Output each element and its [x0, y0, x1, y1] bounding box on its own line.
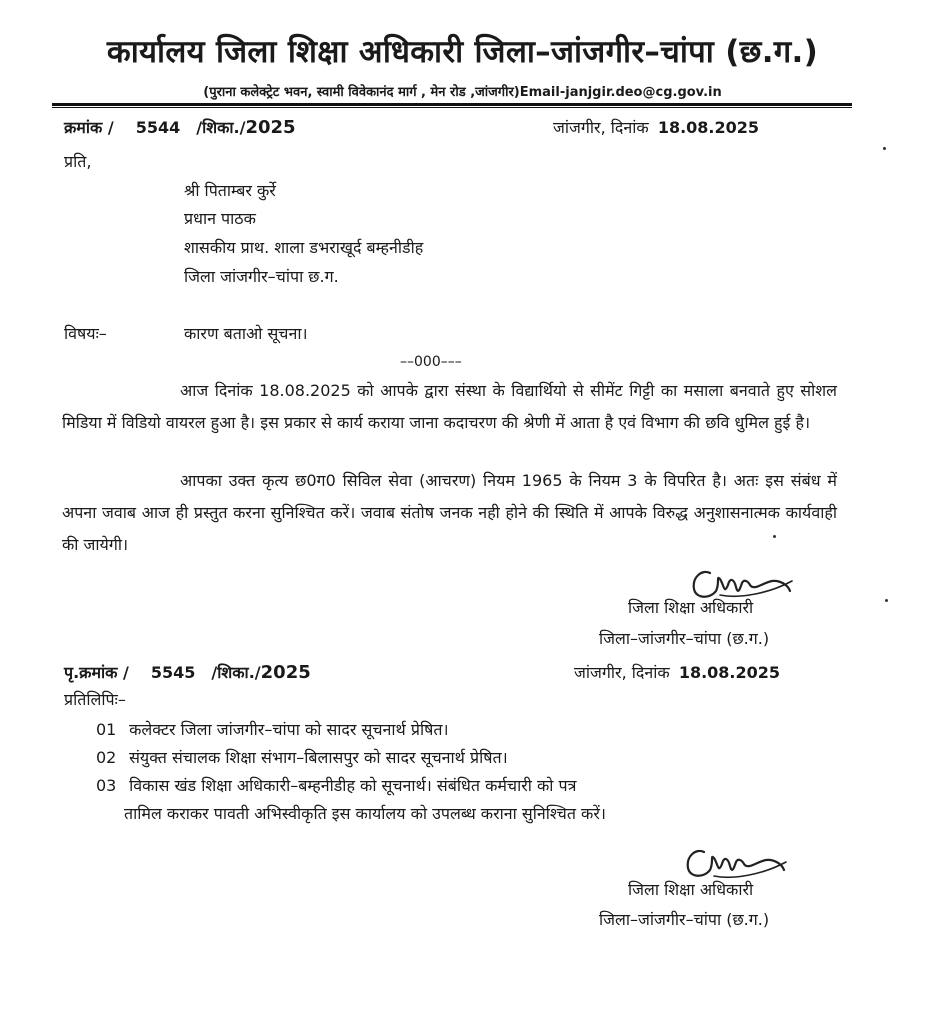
- separator: ––000–––: [400, 354, 462, 370]
- letter-date: [553, 116, 759, 138]
- copy-date-label: जांजगीर, दिनांक: [574, 663, 670, 682]
- reference-dept: /शिका./: [196, 118, 246, 137]
- reference-year: 2025: [245, 117, 296, 138]
- prati-label: प्रति,: [64, 152, 92, 171]
- list-item: [96, 774, 576, 796]
- copy-item-text: संयुक्त संचालक शिक्षा संभाग–बिलासपुर को सादर सूचनार्थ प्रेषित।: [129, 748, 508, 767]
- copy-item-number: 01: [96, 720, 117, 739]
- copy-item-continuation: तामिल कराकर पावती अभिस्वीकृति इस कार्यालय को उपलब्ध कराना सुनिश्चित करें।: [124, 804, 606, 823]
- date-label: जांजगीर, दिनांक: [553, 118, 649, 137]
- recipient-name: श्री पिताम्बर कुर्रे: [184, 181, 276, 200]
- copy-to-label: प्रतिलिपिः–: [64, 690, 126, 709]
- reference-label: क्रमांक /: [64, 118, 114, 137]
- body-paragraph-2: आपका उक्त कृत्य छ0ग0 सिविल सेवा (आचरण) नियम 1965 के नियम 3 के विपरित है। अतः इस संबंध में अपना जवाब आज ही प्रस्तुत करना सुनिश्चित करें। जवाब संतोष जनक नही होने की स्थिति में आपके विरुद्ध अनुशासनात्मक कार्यवाही की जायेगी।: [62, 471, 837, 554]
- copy-reference-year: 2025: [260, 662, 311, 683]
- copy-reference-number: 5545: [150, 663, 196, 682]
- header-rule-thin: [52, 107, 852, 108]
- copy-item-number: 03: [96, 776, 117, 795]
- signature-2-designation: जिला शिक्षा अधिकारी: [628, 880, 754, 899]
- copy-item-number: 02: [96, 748, 117, 767]
- copy-reference-label: पृ.क्रमांक /: [64, 663, 129, 682]
- copy-reference-dept: /शिका./: [211, 663, 261, 682]
- signature-1-designation: जिला शिक्षा अधिकारी: [628, 598, 754, 617]
- copy-reference: [64, 661, 311, 683]
- subject-label: विषयः–: [64, 324, 107, 343]
- letter-reference: [64, 116, 296, 138]
- date-value: 18.08.2025: [657, 118, 760, 137]
- signature-1-office: जिला–जांजगीर–चांपा (छ.ग.): [599, 629, 770, 648]
- reference-number: 5544: [135, 118, 181, 137]
- recipient-district: जिला जांजगीर–चांपा छ.ग.: [184, 267, 339, 286]
- scan-speck: [883, 147, 886, 150]
- list-item: [96, 746, 508, 768]
- signature-2-office: जिला–जांजगीर–चांपा (छ.ग.): [599, 910, 770, 929]
- copy-item-text: विकास खंड शिक्षा अधिकारी–बम्हनीडीह को सूचनार्थ। संबंधित कर्मचारी को पत्र: [129, 776, 577, 795]
- subject-text: कारण बताओ सूचना।: [184, 324, 308, 343]
- office-title: कार्यालय जिला शिक्षा अधिकारी जिला–जांजगीर–चांपा (छ.ग.): [106, 34, 819, 70]
- copy-date: [574, 661, 780, 683]
- office-address: (पुराना कलेक्ट्रेट भवन, स्वामी विवेकानंद मार्ग , मेन रोड ,जांजगीर)Email-janjgir.deo@cg.gov.in: [203, 85, 722, 100]
- copy-date-value: 18.08.2025: [678, 663, 781, 682]
- recipient-school: शासकीय प्राथ. शाला डभराखूर्द बम्हनीडीह: [184, 238, 424, 257]
- scan-speck: [773, 535, 776, 538]
- copy-item-text: कलेक्टर जिला जांजगीर–चांपा को सादर सूचनार्थ प्रेषित।: [129, 720, 449, 739]
- scan-speck: [885, 599, 888, 602]
- header-rule-thick: [52, 103, 852, 106]
- body-paragraph-1: आज दिनांक 18.08.2025 को आपके द्वारा संस्था के विद्यार्थियो से सीमेंट गिट्टी का मसाला बनवाते हुए सोशल मिडिया में विडियो वायरल हुआ है। इस प्रकार से कार्य कराया जाना कदाचरण की श्रेणी में आता है एवं विभाग की छवि धुमिल हुई है।: [62, 381, 837, 432]
- recipient-designation: प्रधान पाठक: [184, 209, 256, 228]
- list-item: [96, 718, 449, 740]
